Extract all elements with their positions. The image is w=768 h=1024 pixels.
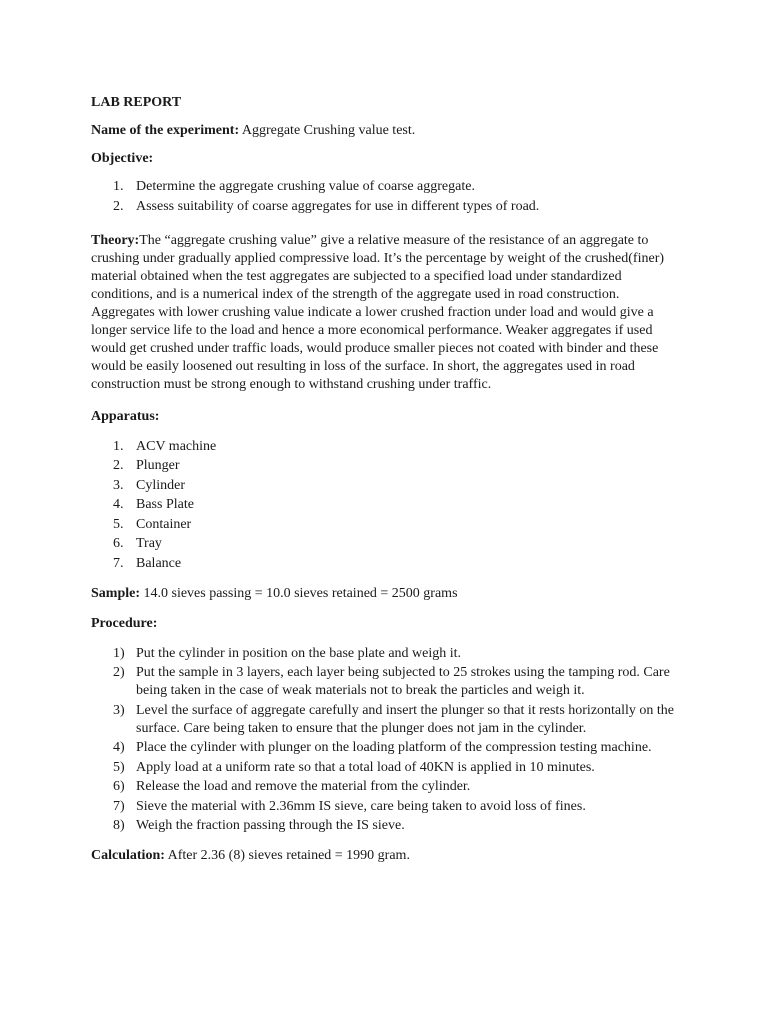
list-item xyxy=(91,178,681,196)
apparatus-list xyxy=(91,438,681,573)
list-item-number: 2. xyxy=(113,198,124,214)
calculation-value: After 2.36 (8) sieves retained = 1990 gram. xyxy=(164,848,410,863)
list-item-number: 2. xyxy=(113,458,124,473)
list-item xyxy=(91,457,681,475)
calculation-label: Calculation: xyxy=(91,848,165,863)
list-item xyxy=(91,516,681,534)
list-item-text: Sieve the material with 2.36mm IS sieve, care being taken to avoid loss of fines. xyxy=(136,798,586,814)
list-item-text: Apply load at a uniform rate so that a total load of 40KN is applied in 10 minutes. xyxy=(136,759,595,775)
list-item-number: 1. xyxy=(113,438,124,454)
sample-label: Sample: xyxy=(91,585,140,601)
list-item-number: 5) xyxy=(113,759,125,775)
list-item xyxy=(91,798,681,816)
list-item-number: 3) xyxy=(113,702,125,718)
list-item-text: Put the cylinder in position on the base plate and weigh it. xyxy=(136,645,462,661)
sample-value: 14.0 sieves passing = 10.0 sieves retained = 2500 grams xyxy=(140,585,458,601)
list-item-number: 4. xyxy=(113,497,124,512)
theory-text: The “aggregate crushing value” give a relative measure of the resistance of an aggregate to crushing under gradually applied compressive load. It’s the percentage by weight of the crushed(finer) material obtained when the test aggregates are subjected to a specified load under standardized conditions, and is a numerical index of the strength of the aggregate used in road construction. Aggregates with lower crushing value indicate a lower crushed fraction under load and would give a longer service life to the load and hence a more economical performance. Weaker aggregates if used would get crushed under traffic loads, would produce smaller pieces not coated with binder and these would be easily loosened out resulting in loss of the surface. In short, the aggregates used in road construction must be strong enough to withstand crushing under traffic. xyxy=(91,232,665,392)
list-item xyxy=(91,496,681,514)
list-item-text: Release the load and remove the material from the cylinder. xyxy=(136,779,471,794)
list-item-text: Balance xyxy=(136,555,182,571)
list-item-number: 5. xyxy=(113,516,124,532)
list-item xyxy=(91,198,681,216)
experiment-label: Name of the experiment: xyxy=(91,123,240,138)
experiment-value: Aggregate Crushing value test. xyxy=(239,123,416,138)
list-item-number: 3. xyxy=(113,477,124,493)
experiment-line xyxy=(91,122,681,140)
calculation-line xyxy=(91,847,681,865)
list-item-number: 6. xyxy=(113,536,124,551)
sample-line xyxy=(91,585,681,603)
objective-heading: Objective: xyxy=(91,151,154,166)
theory-label: Theory: xyxy=(91,232,140,248)
list-item-text: Put the sample in 3 layers, each layer being subjected to 25 strokes using the tamping rod. Care being taken in the case of weak materials not to break the particles and weigh it. xyxy=(136,665,670,698)
list-item-text: Place the cylinder with plunger on the loading platform of the compression testing machine. xyxy=(136,740,652,755)
list-item xyxy=(91,664,681,700)
list-item xyxy=(91,759,681,777)
procedure-heading: Procedure: xyxy=(91,615,158,631)
list-item-text: Assess suitability of coarse aggregates for use in different types of road. xyxy=(136,198,540,214)
list-item-number: 6) xyxy=(113,779,125,794)
apparatus-heading: Apparatus: xyxy=(91,408,160,424)
list-item xyxy=(91,817,681,835)
list-item-number: 2) xyxy=(113,665,125,680)
list-item-number: 8) xyxy=(113,818,125,833)
theory-paragraph xyxy=(91,232,681,394)
procedure-list xyxy=(91,645,681,836)
list-item xyxy=(91,535,681,553)
list-item-number: 7) xyxy=(113,798,125,814)
list-item xyxy=(91,702,681,738)
list-item-text: Tray xyxy=(136,536,162,551)
list-item-text: Determine the aggregate crushing value of coarse aggregate. xyxy=(136,179,475,194)
list-item xyxy=(91,645,681,663)
list-item xyxy=(91,739,681,757)
lab-report-page xyxy=(91,94,681,875)
list-item-text: Weigh the fraction passing through the IS sieve. xyxy=(136,818,405,833)
list-item-text: Level the surface of aggregate carefully and insert the plunger so that it rests horizontally on the surface. Care being taken to ensure that the plunger does not jam in the cylinder. xyxy=(136,702,675,736)
list-item-number: 1. xyxy=(113,179,124,194)
list-item-text: Cylinder xyxy=(136,477,185,493)
report-title: LAB REPORT xyxy=(91,95,182,110)
list-item xyxy=(91,555,681,573)
list-item-text: Container xyxy=(136,516,192,532)
list-item-number: 7. xyxy=(113,555,124,571)
list-item xyxy=(91,438,681,456)
objective-list xyxy=(91,178,681,216)
list-item xyxy=(91,778,681,796)
list-item-text: Bass Plate xyxy=(136,497,194,512)
list-item-text: Plunger xyxy=(136,458,180,473)
list-item xyxy=(91,477,681,495)
list-item-number: 1) xyxy=(113,645,125,661)
list-item-number: 4) xyxy=(113,740,125,755)
list-item-text: ACV machine xyxy=(136,438,217,454)
